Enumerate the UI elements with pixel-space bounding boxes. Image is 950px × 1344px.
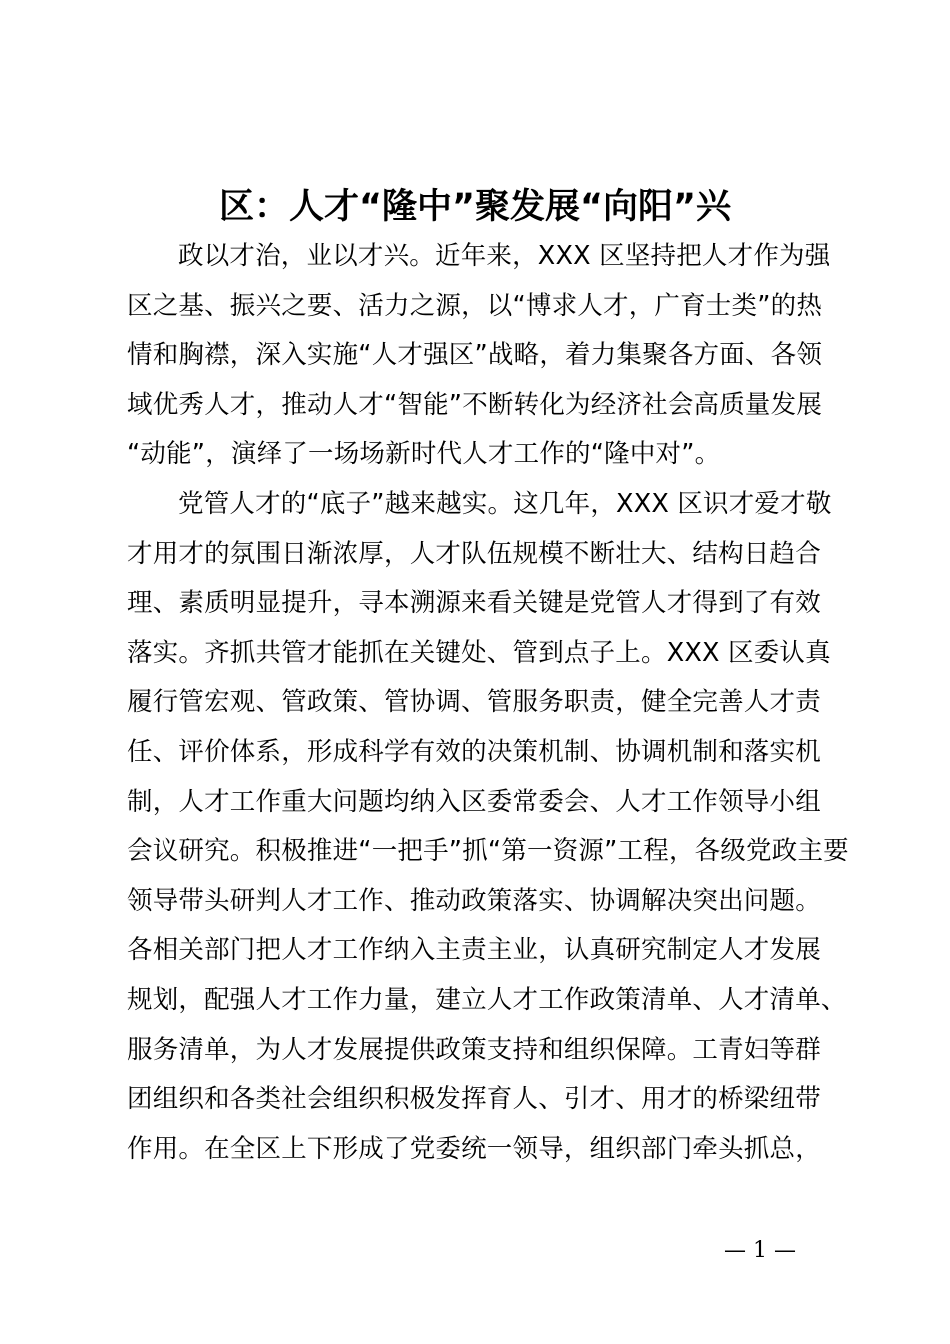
text-line: 服务清单，为人才发展提供政策支持和组织保障。工青妇等群 [127, 1034, 821, 1065]
text-line: 团组织和各类社会组织积极发挥育人、引才、用才的桥梁纽带 [127, 1084, 821, 1115]
text-line: 理、素质明显提升，寻本溯源来看关键是党管人才得到了有效 [127, 588, 821, 619]
text-line: 领导带头研判人才工作、推动政策落实、协调解决突出问题。 [127, 885, 821, 916]
text-line: 制，人才工作重大问题均纳入区委常委会、人才工作领导小组 [127, 786, 821, 817]
text-line: 各相关部门把人才工作纳入主责主业，认真研究制定人才发展 [127, 935, 821, 966]
paragraph-1 [127, 232, 837, 480]
text-line: 规划，配强人才工作力量，建立人才工作政策清单、人才清单、 [127, 984, 847, 1015]
text-line: 任、评价体系，形成科学有效的决策机制、协调机制和落实机 [127, 736, 821, 767]
text-line: 会议研究。积极推进“一把手”抓“第一资源”工程，各级党政主要 [127, 836, 849, 867]
document-title: 区：人才“隆中”聚发展“向阳”兴 [218, 187, 731, 227]
text-line: 作用。在全区上下形成了党委统一领导，组织部门牵头抓总， [127, 1133, 821, 1164]
text-line: 政以才治，业以才兴。近年来，XXX 区坚持把人才作为强 [178, 241, 831, 271]
text-line: 党管人才的“底子”越来越实。这几年，XXX 区识才爱才敬 [178, 488, 832, 519]
text-line: “动能”，演绎了一场场新时代人才工作的“隆中对”。 [127, 439, 721, 470]
text-line: 落实。齐抓共管才能抓在关键处、管到点子上。XXX 区委认真 [127, 637, 831, 668]
text-line: 域优秀人才，推动人才“智能”不断转化为经济社会高质量发展 [127, 389, 823, 420]
page-number: — 1 — [724, 1238, 796, 1263]
text-line: 才用才的氛围日渐浓厚，人才队伍规模不断壮大、结构日趋合 [127, 538, 821, 569]
paragraph-2 [127, 480, 849, 1174]
text-line: 情和胸襟，深入实施“人才强区”战略，着力集聚各方面、各领 [127, 340, 823, 371]
document-body [127, 232, 849, 1174]
text-line: 区之基、振兴之要、活力之源，以“博求人才，广育士类”的热 [127, 290, 823, 321]
text-line: 履行管宏观、管政策、管协调、管服务职责，健全完善人才责 [127, 687, 821, 718]
